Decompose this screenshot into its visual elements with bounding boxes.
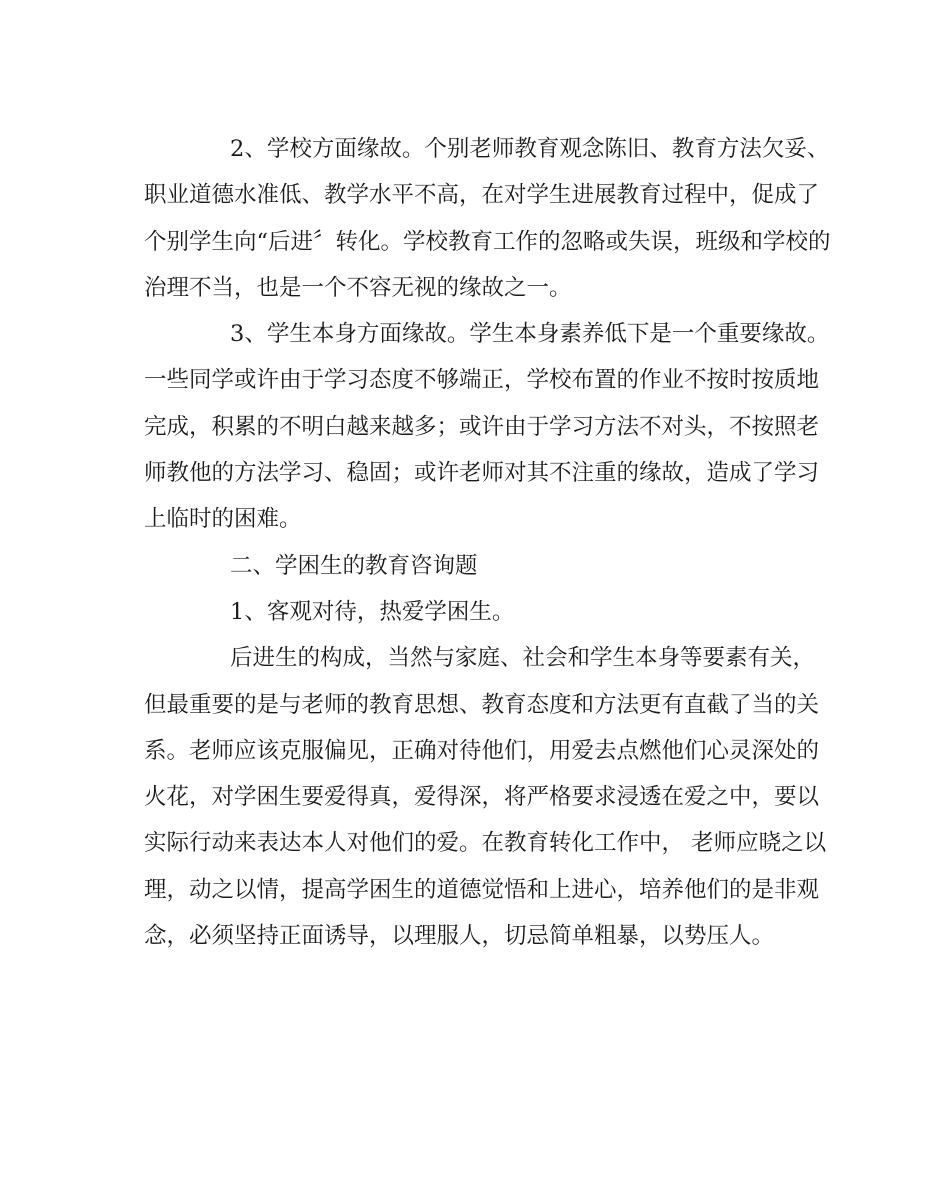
text-line: 完成，积累的不明白越来越多；或许由于学习方法不对头，不按照老 (144, 413, 820, 440)
text-line: 但最重要的是与老师的教育思想、教育态度和方法更有直截了当的关 (144, 691, 820, 718)
text-line: 职业道德水准低、教学水平不高，在对学生进展教育过程中，促成了 (144, 182, 820, 209)
text-line: 一些同学或许由于学习态度不够端正，学校布置的作业不按时按质地 (144, 367, 820, 394)
text-line: 师教他的方法学习、稳固；或许老师对其不注重的缘故，造成了学习 (144, 460, 820, 487)
text-line: 念，必须坚持正面诱导，以理服人，切忌简单粗暴，以势压人。 (144, 923, 775, 950)
text-line: 二、学困生的教育咨询题 (230, 552, 478, 579)
point-heading (144, 589, 812, 635)
text-line: 1、客观对待，热爱学困生。 (230, 598, 515, 625)
section-heading (144, 543, 812, 589)
text-line: 上临时的困难。 (144, 506, 302, 533)
paragraph-point-one-body (144, 635, 827, 959)
text-line: 火花，对学困生要爱得真，爱得深，将严格要求浸透在爱之中，要以 (144, 784, 820, 811)
paragraph-school-reasons (144, 126, 831, 311)
text-line: 系。老师应该克服偏见，正确对待他们，用爱去点燃他们心灵深处的 (144, 737, 820, 764)
paragraph-student-reasons (144, 311, 830, 542)
text-line: 3、学生本身方面缘故。学生本身素养低下是一个重要缘故。 (230, 321, 830, 348)
text-line: 2、学校方面缘故。个别老师教育观念陈旧、教育方法欠妥、 (230, 136, 830, 162)
text-line: 治理不当，也是一个不容无视的缘故之一。 (144, 274, 572, 301)
text-line: 后进生的构成，当然与家庭、社会和学生本身等要素有关， (230, 645, 816, 672)
text-line: 个别学生向“后进〞转化。学校教育工作的忽略或失误，班级和学校的 (144, 228, 831, 255)
text-line: 理，动之以情，提高学困生的道德觉悟和上进心，培养他们的是非观 (144, 876, 820, 903)
text-line: 实际行动来表达本人对他们的爱。在教育转化工作中， 老师应晓之以 (144, 830, 827, 857)
document-body (144, 126, 831, 959)
